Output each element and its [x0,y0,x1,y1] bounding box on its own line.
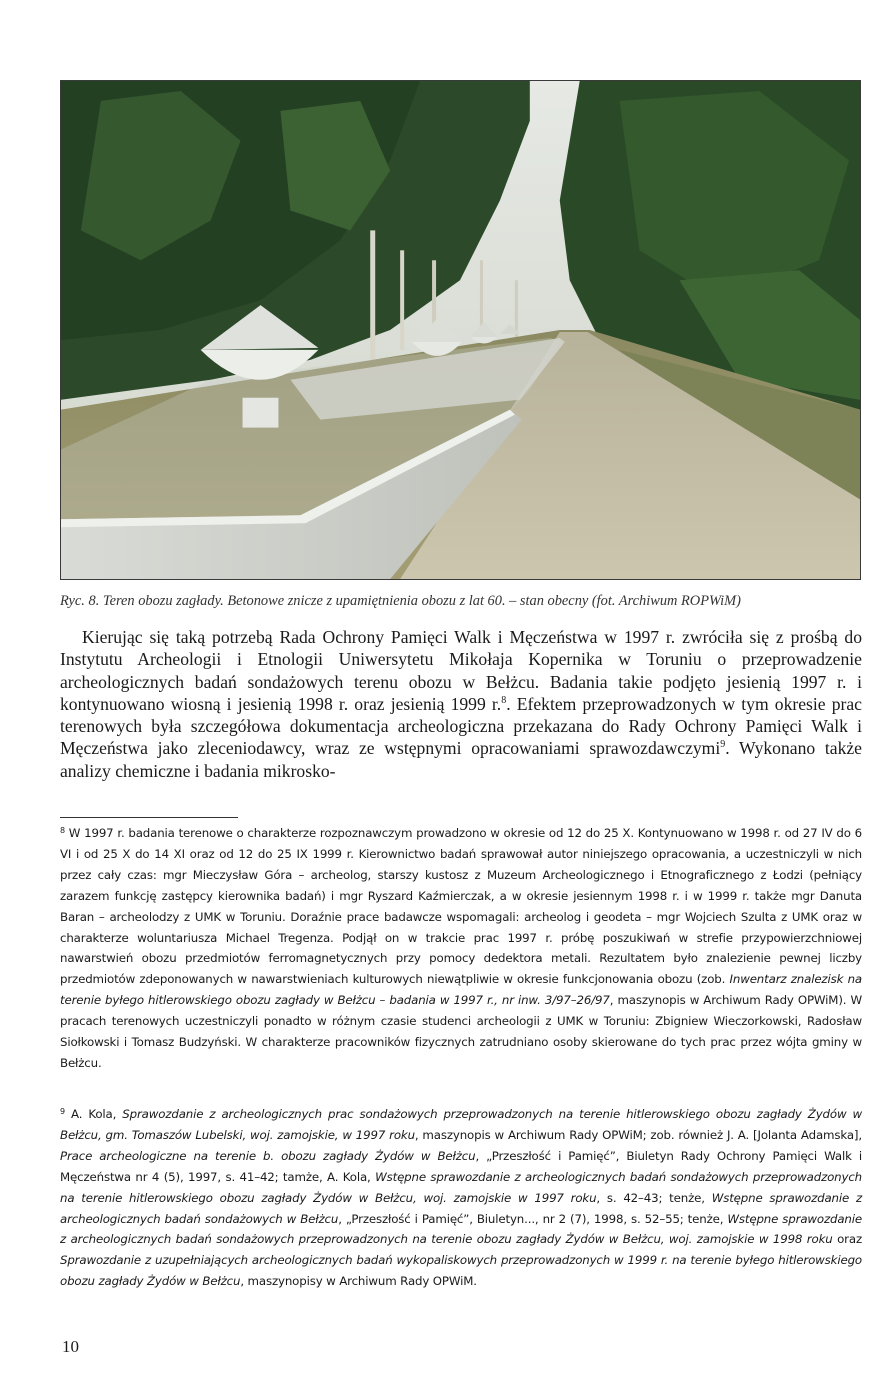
footnote-9-text-l: Sprawozdanie z uzupełniających archeologicznych badań wykopaliskowych przeprowadzonych w 1999 r. na terenie byłego hitlerowskiego obozu zagłady Żydów w Bełżcu [60,1253,862,1289]
footnote-9-text-a: A. Kola, [64,1107,123,1121]
footnote-ref-9: 9 [720,739,726,751]
footnote-9-text-f: Wstępne sprawozdanie z archeologicznych badań sondażowych przeprowadzonych na terenie hitlerowskiego obozu zagłady Żydów w Bełżcu, woj. zamojskie w 1997 roku [60,1169,863,1205]
footnote-ref-8: 8 [501,694,507,706]
footnote-separator [60,817,238,818]
footnote-8 [60,821,862,1074]
figure-photo [60,80,861,580]
body-text-1: Kierując się taką potrzebą Rada Ochrony Pamięci Walk i Męczeństwa w 1997 r. zwróciła się z prośbą do Instytutu Archeologii i Etnologii Uniwersytetu Mikołaja Kopernika w Toruniu o przeprowadzenie archeologicznych badań sondażowych terenu obozu w Bełżcu. Badania takie podjęto jesienią 1997 r. i kontynuowano wiosną i jesienią 1998 r. oraz jesienią 1999 r. [60,627,862,714]
footnote-8-text-b: Inwentarz znalezisk na terenie byłego hitlerowskiego obozu zagłady w Bełżcu – badania w 1997 r., nr inw. 3/97–26/97 [60,972,862,1008]
footnote-9-text-g: , s. 42–43; tenże, [596,1190,712,1205]
footnote-9-text-m: , maszynopisy w Archiwum Rady OPWiM. [240,1274,477,1289]
footnote-8-text-c: , maszynopis w Archiwum Rady OPWiM). W pracach terenowych uczestniczyli ponadto w różnym czasie studenci archeologii z UMK w Toruniu: Zbigniew Wieczorkowski, Radosław Siołkowski i Tomasz Budzyński. W charakterze pracowników fizycznych zatrudniano osoby skierowane do tych prac przez wójta gminy w Bełżcu. [60,993,862,1070]
footnote-8-number: 8 [60,826,65,835]
footnote-9-text-d: Prace archeologiczne na terenie b. obozu zagłady Żydów w Bełżcu [60,1148,476,1163]
body-text-2: . Efektem przeprowadzonych w tym okresie prac terenowych była szczegółowa dokumentacja archeologiczna przekazana do Rady Ochrony Pamięci Walk i Męczeństwa jako zleceniodawcy, wraz ze wstępnymi opracowaniami sprawozdawczymi [60,693,862,759]
footnote-9 [60,1102,862,1292]
photo-image [61,81,860,579]
footnote-9-number: 9 [60,1107,65,1116]
footnote-9-text-c: , maszynopis w Archiwum Rady OPWiM; zob. również J. A. [Jolanta Adamska], [414,1127,862,1142]
body-paragraph [60,626,862,782]
page-number: 10 [62,1337,79,1356]
footnote-9-text-j: Wstępne sprawozdanie z archeologicznych badań sondażowych przeprowadzonych na terenie obozu zagłady Żydów w Bełżcu, woj. zamojskie w 1998 roku [60,1211,862,1247]
footnote-9-text-b: Sprawozdanie z archeologicznych prac sondażowych przeprowadzonych na terenie hitlerowskiego obozu zagłady Żydów w Bełżcu, gm. Tomaszów Lubelski, woj. zamojskie, w 1997 roku [60,1107,862,1142]
body-text-3: . Wykonano także analizy chemiczne i badania mikrosko- [60,738,862,781]
footnote-9-text-h: Wstępne sprawozdanie z archeologicznych badań sondażowych w Bełżcu [60,1190,862,1226]
footnote-9-text-k: oraz [832,1232,862,1247]
footnote-8-text-a: W 1997 r. badania terenowe o charakterze rozpoznawczym prowadzono w okresie od 12 do 25 X. Kontynuowano w 1998 r. od 27 IV do 6 VI i od 25 X do 14 XI oraz od 12 do 25 IX 1999 r. Kierownictwo badań sprawował autor niniejszego opracowania, a uczestniczyli w nich przez cały czas: mgr Mieczysław Góra – archeolog, starszy kustosz z Muzeum Archeologicznego i Etnograficznego z Łodzi (pełniący zarazem funkcję zastępcy kierownika badań) i mgr Ryszard Kaźmierczak, a w okresie jesiennym 1998 r. i w 1999 r. także mgr Danuta Baran – archeolodzy z UMK w Toruniu. Doraźnie prace badawcze wspomagali: archeolog i geodeta – mgr Wojciech Szulta z UMK oraz w charakterze woluntariusza Michael Tregenza. Podjął on w trakcie prac 1997 r. próbę poszukiwań w strefie przypowierzchniowej nawarstwień obozu przedmiotów ferromagnetycznych przy pomocy dedektora metali. Rezultatem było znalezienie pewnej liczby przedmiotów zdeponowanych w nawarstwieniach kulturowych niewątpliwie w okresie funkcjonowania obozu (zob. [60,826,862,987]
figure-caption: Ryc. 8. Teren obozu zagłady. Betonowe znicze z upamiętnienia obozu z lat 60. – stan obecny (fot. Archiwum ROPWiM) [60,593,741,609]
footnote-9-text-i: , „Przeszłość i Pamięć”, Biuletyn..., nr 2 (7), 1998, s. 52–55; tenże, [338,1211,728,1226]
footnote-9-text-e: , „Przeszłość i Pamięć”, Biuletyn Rady Ochrony Pamięci Walk i Męczeństwa nr 4 (5), 1997, s. 41–42; tamże, A. Kola, [60,1148,863,1184]
